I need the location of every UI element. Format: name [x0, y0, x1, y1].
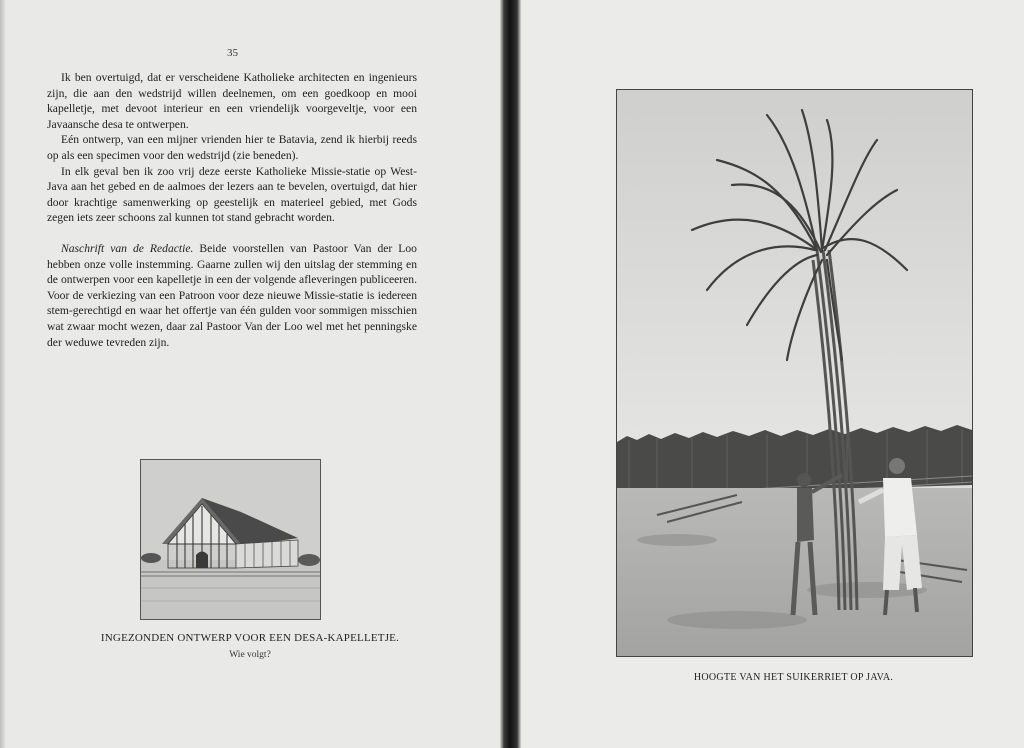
chapel-subcaption: Wie volgt?	[229, 650, 271, 660]
postscript-heading: Naschrift van de Redactie.	[61, 241, 194, 255]
book-gutter	[500, 0, 521, 748]
chapel-design-photo	[140, 459, 321, 620]
paragraph: Ik ben overtuigd, dat er verscheidene Katholieke architecten en ingenieurs zijn, die aan den wedstrijd willen deelnemen, om een goedkoop en mooi kapelletje, met devoot interieur en een vriendelijk voorgeveltje, voor een Javaansche desa te ontwerpen.	[47, 71, 417, 131]
editor-postscript	[47, 241, 417, 350]
sugarcane-illustration	[617, 90, 972, 656]
article-text	[47, 70, 417, 350]
paragraph: In elk geval ben ik zoo vrij deze eerste Katholieke Missie-statie op West-Java aan het gebed en de aalmoes der lezers aan te bevelen, overtuigd, dat hier door krachtige samenwerking op geestelijk en materieel gebied, met Gods zegen iets zeer schoons zal kunnen tot stand gebracht worden.	[47, 164, 417, 225]
page-number: 35	[227, 47, 238, 59]
chapel-caption: INGEZONDEN ONTWERP VOOR EEN DESA-KAPELLETJE.	[100, 632, 400, 644]
sugarcane-photo	[616, 89, 973, 657]
postscript-body: Beide voorstellen van Pastoor Van der Loo hebben onze volle instemming. Gaarne zullen wij den uitslag der stemming en de ontwerpen voor een kapelletje in een der volgende afleveringen publiceeren. Voor de verkiezing van een Patroon voor deze nieuwe Missie-statie is iedereen stem-gerechtigd en waar het offertje van één gulden voor sommigen misschien wat zwaar mocht wezen, daar zal Pastoor Van der Loo wel met het penningske der weduwe tevreden zijn.	[47, 241, 417, 349]
sugarcane-caption: HOOGTE VAN HET SUIKERRIET OP JAVA.	[693, 672, 894, 683]
paragraph: Eén ontwerp, van een mijner vrienden hier te Batavia, zend ik hierbij reeds op als een specimen voor den wedstrijd (zie beneden).	[47, 133, 417, 162]
page-edge-shadow	[0, 0, 6, 748]
chapel-illustration	[141, 460, 320, 619]
left-page	[0, 0, 500, 748]
